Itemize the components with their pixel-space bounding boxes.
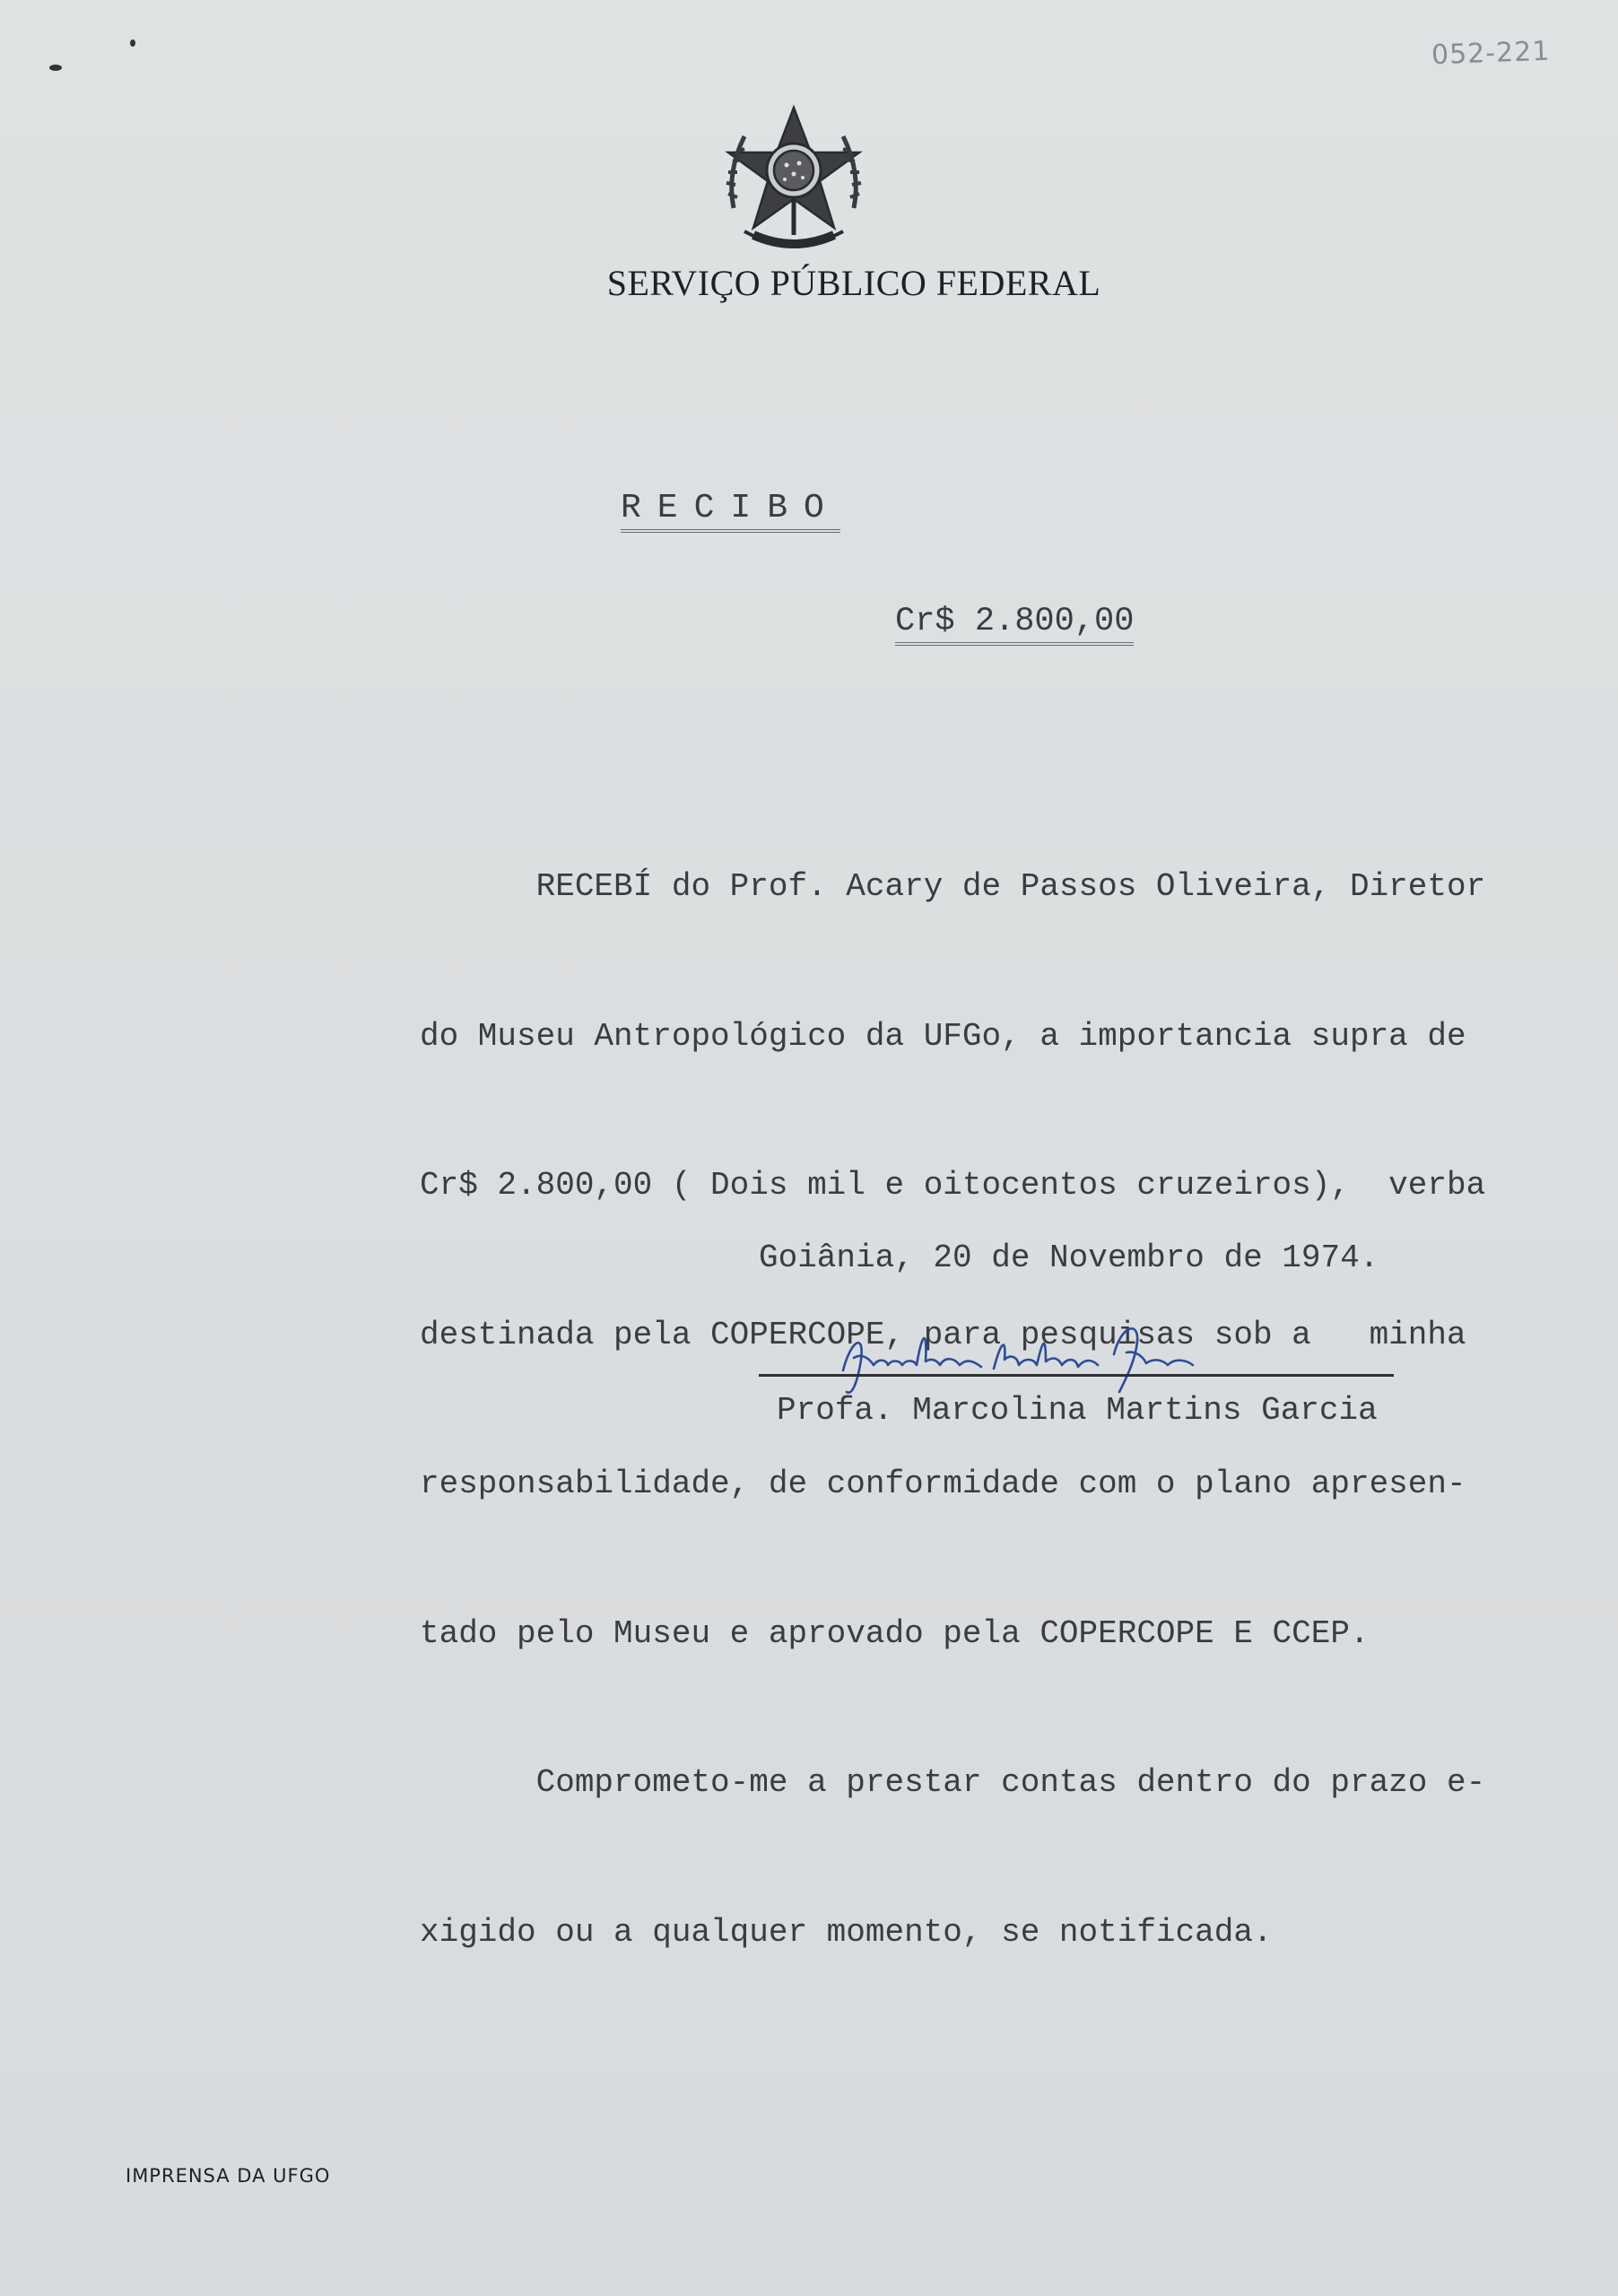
signer-name: Profa. Marcolina Martins Garcia: [777, 1392, 1378, 1429]
footer-imprint: IMPRENSA DA UFGO: [126, 2165, 331, 2187]
date-line: Goiânia, 20 de Novembro de 1974.: [759, 1239, 1379, 1276]
handwritten-signature: [834, 1306, 1408, 1405]
body-line: tado pelo Museu e aprovado pela COPERCOPE E CCEP.: [420, 1614, 1370, 1652]
header-title: SERVIÇO PÚBLICO FEDERAL: [606, 263, 1101, 303]
body-line: Cr$ 2.800,00 ( Dois mil e oitocentos cruzeiros), verba: [420, 1167, 1486, 1204]
body-line: destinada pela COPERCOPE, para pesquisas sob a minha: [420, 1316, 1466, 1353]
body-line: Comprometo-me a prestar contas dentro do prazo e-: [420, 1764, 1486, 1801]
body-line: xigido ou a qualquer momento, se notificada.: [420, 1913, 1273, 1951]
signature-rule: [759, 1374, 1394, 1377]
body-line: RECEBÍ do Prof. Acary de Passos Oliveira, Diretor: [420, 868, 1486, 905]
paper-speck: [49, 65, 62, 71]
receipt-amount: Cr$ 2.800,00: [895, 603, 1134, 646]
receipt-title: RECIBO: [621, 489, 840, 533]
body-line: do Museu Antropológico da UFGo, a importancia supra de: [420, 1017, 1466, 1055]
archive-reference-number: 052-221: [1431, 35, 1551, 72]
brazil-coat-of-arms-icon: [718, 100, 870, 262]
body-line: responsabilidade, de conformidade com o plano apresen-: [420, 1465, 1466, 1502]
paper-speck: [130, 39, 135, 47]
